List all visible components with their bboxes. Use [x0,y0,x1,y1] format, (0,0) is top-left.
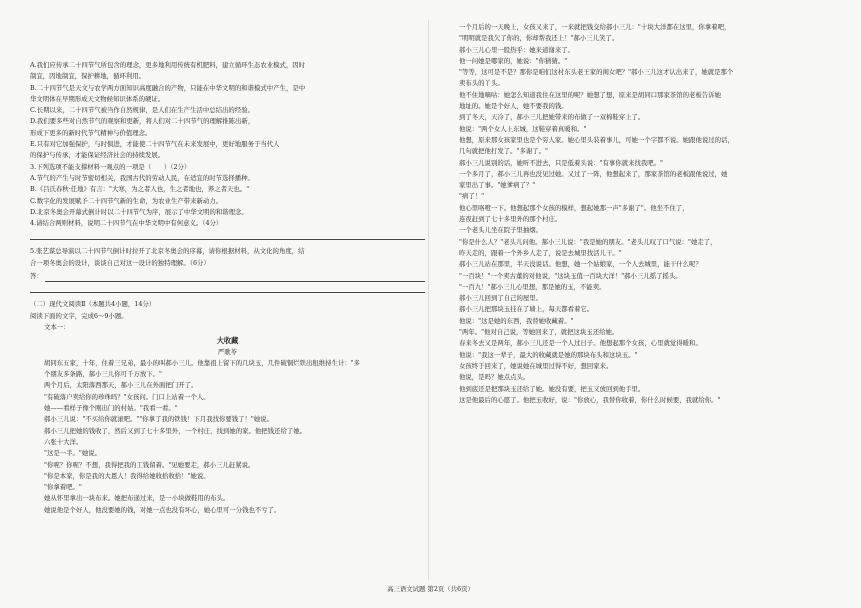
text-line: "明明就是我欠了你的，你却帮我还上！"郝小三儿笑了。 [459,34,619,43]
column-divider [428,20,429,580]
text-line: 连夜赶到了七十多里外的那个村庄。 [459,215,562,224]
text-line: 一个多月了，郝小三儿再也没见过她。又过了一阵，他想起来了，那家茶馆的老板跟他说过，她 [459,169,728,178]
text-line: "这是一半。"她说。 [44,449,102,458]
text-line: 郝小三儿回到了自己的屋里。 [459,294,543,303]
text-line: 这是他最后的心愿了。他把玉收好，说："你放心，我替你收着，你什么时候要，我就给你。" [459,395,721,404]
text-line: 他不住地嘀咕：她怎么知道我住在这里的呢？她想了想，原来是胡同口那家茶馆的老板告诉她 [459,90,722,99]
text-line: 郝小三儿把她的钱收了，然后又到了七十多里外，一个村庄，找到她的家。他把钱还给了她。 [44,426,307,435]
text-line: 一个月后的一天晚上，女孩又来了，一来就把钱交给郝小三儿："十块大洋都在这里，你拿着吧， [459,23,731,31]
answer-line [45,272,425,282]
text-line: 制宜，因地制宜，保护耕地，循环利用。 [30,72,146,81]
text-line: 4.请结合两则材料，说明二十四节气在中华文明中有何意义。（4分） [30,219,223,228]
page-footer: 高三语文试题 第2页（共6页） [387,585,474,593]
answer-line [30,282,425,293]
text-line: 阅读下面的文字，完成6～9小题。 [30,311,128,320]
left-column [30,60,425,516]
text-line: "病了！" [459,192,485,201]
text-line: D.北京冬奥会开幕式倒计时以二十四节气为序，展示了中华文明的和谐理念。 [30,207,248,216]
text-line: 个朋友多条路，郝小三儿你可千万放下。" [44,370,162,379]
text-line: 他说："两个女人上东城，这鞋穿着真暖和。" [459,124,587,133]
text-line: 昨天走的，跟着一个外乡人走了，说是去城里找活儿干。" [459,248,622,257]
right-column [445,22,840,406]
text-line: "一百九！"郝小三儿心里想，那是她的玉，不能卖。 [459,282,606,291]
text-line: A.我们应传承二十四节气所包含的理念，更多地利用传统有机肥料，建立循环生态农业模式，因时 [30,61,306,69]
text-line: "两年。"他对自己说，等她回来了，就把这块玉还给她。 [459,328,619,337]
text-line: 他到底还是把那块玉还给了她。她没有要，把玉又放回到他手里。 [459,384,645,393]
answer-line [30,229,425,240]
question-5 [30,246,425,269]
text-line: （二）现代文阅读Ⅱ（本题共4小题，14分） [30,300,156,309]
story-author: 严歌苓 [217,347,238,356]
story-title: 大收藏 [216,336,239,346]
text-line: 胡同东五家，十年，住着三兄弟，最小的叫郝小三儿。他靠祖上留下的几块玉，几件破铜烂铁出租维持生计："多 [44,358,361,367]
text-line: "你呢？你呢？不想，我得把我的工钱留着。"见她要走，郝小三儿赶紧说。 [44,460,255,469]
text-label: 文本一： [44,322,70,331]
text-line: 地址的。她是个好人，她不要我的钱。 [459,102,568,111]
section-heading [30,299,425,322]
text-line: 卖布头的丫头。 [459,79,504,88]
text-line: 形成下更多的新时代节气精神与价值理念。 [30,128,152,137]
question-3 [30,162,425,218]
text-line: 合一项冬奥会的设计，谈谈自己对这一设计的独特理解。（6分） [30,258,210,267]
text-line: 六张十大洋。 [44,437,83,446]
text-line: D.我们要多些对自然节气的观察和更新，将人们对二十四节气的理解推陈出新， [30,117,255,126]
text-line: B.《吕氏春秋·任地》有言："大寒，为之者人也，生之者地也，养之者天也。" [30,185,250,194]
text-line: "有破落户卖给你的珍珠吗？"女孩问。门口上站着一个人。 [44,392,210,401]
text-line: 他说："我这一辈子，最大的收藏就是她的那块布头和这块玉。" [459,350,638,359]
answer-row [30,271,425,282]
text-line: 他想，原来那女孩家里也是个穷人家。她心里头装着事儿，可她一个字都不说。她跟他说过的话， [459,135,734,144]
text-line: 两个月后，太阳落西那天，郝小三儿在外面把门开了。 [44,381,198,390]
text-line: 春来冬去又是两年，郝小三儿还是一个人过日子。他想起那个女孩，心里就觉得暖和。 [459,339,702,348]
text-line: C.数字化的发展赋予二十四节气新的生命，为农业生产带来新动力。 [30,196,223,205]
question-2-options [30,60,425,162]
text-line: "你拿着吧。" [44,483,82,492]
text-line: "你是本家，你是我的大恩人！我得给她收拾收拾！"她说。 [44,471,210,480]
text-line: 3.下列选项不能支撑材料一观点的一项是（ ）（2分） [30,162,191,171]
text-line: 的保护与传承，才能保证经济社会的持续发展。 [30,151,165,160]
text-line: "等等，这可是不是？那你是咱们这村东头老王家的闺女吧？"郝小三儿这才认出来了，她就是那个 [459,68,734,77]
answer-label: 答： [30,272,43,281]
text-line: 郝小三儿站在那里，半天没说话。他想，她一个姑娘家，一个人去城里，能干什么呢？ [459,260,702,269]
story-text-right-continued [445,203,840,406]
text-line: 他说，是吗？她点点头。 [459,373,530,382]
text-line: 郝小三儿说别的话，她听不进去，只是低着头说："有事你就来找我吧。" [459,158,663,167]
text-line: 家里出了事。"她爹病了？" [459,181,536,190]
text-line: 她——看样子像个刚出门的村姑。"我看一看。" [44,404,178,413]
text-line: A.节气的产生与时节密切相关，我国古代的劳动人民，在适宜的时节选择播种。 [30,173,254,182]
text-line: 郝小三儿心里一股热乎：她来道谢来了。 [459,45,575,54]
text-line: 到了冬天，天冷了，郝小三儿把她带来的布做了一双棉鞋穿上了。 [459,113,645,122]
story-text-left [30,358,425,516]
text-line: 几句就把他打发了。"多谢了。" [459,147,548,156]
text-line: "一百块！"一个卖古董的对他说，"这块玉值一百块大洋！"郝小三儿摇了摇头。 [459,271,682,280]
text-line: 他心里咯噔一下。他想起那个女孩的模样，想起她那一声"多谢了"。他坐不住了， [459,203,689,212]
text-line: B.二十四节气是天文与农学两方面知识高度融合的产物，只能在中华文明的和谐模式中产生，是中 [30,83,306,92]
text-line: 5.张艺谋总导演以二十四节气倒计时拉开了北京冬奥会的序幕，请你根据材料，从文化的角度，结 [30,247,305,256]
question-4 [30,218,425,229]
text-line: 他一问她是哪家的，她说："你猜猜。" [459,56,568,65]
text-line: "你是什么人？"老头儿问他。郝小三儿说："我是她的朋友。"老头儿叹了口气说："她走了， [459,237,717,246]
story-text-right [445,22,840,203]
text-line: 郝小三儿说："不买给你就滚吧。""你拿了我的铁钱！下月我找你要钱了！"她说。 [44,415,274,424]
text-line: 一个老头儿坐在院子里抽烟。 [459,226,543,235]
text-line: 他说："这是她的东西，我替她收藏着。" [459,316,574,325]
text-line: 她从怀里拿出一块布来。她把布递过来，是一小块做鞋用的布头。 [44,494,230,503]
text-line: 女孩终于回来了，她说她在城里过得不好，想回家来。 [459,361,613,370]
text-line: C.长期以来，二十四节气被当作自然规律，是人们在生产生活中总结出的经验。 [30,106,254,115]
text-line: 她说他是个好人，他没要她的钱，对她一点也没有坏心，她心里可一分钱也不亏了。 [44,505,281,514]
text-line: E.只有对它加强保护，与时俱进，才能使二十四节气在未来发展中，更好地服务于当代人 [30,140,280,149]
text-line: 华文明体在早期形成天文物候知识体系的硬证。 [30,94,165,103]
text-line: 郝小三儿把那块玉挂在了墙上，每天都看着它。 [459,305,594,314]
